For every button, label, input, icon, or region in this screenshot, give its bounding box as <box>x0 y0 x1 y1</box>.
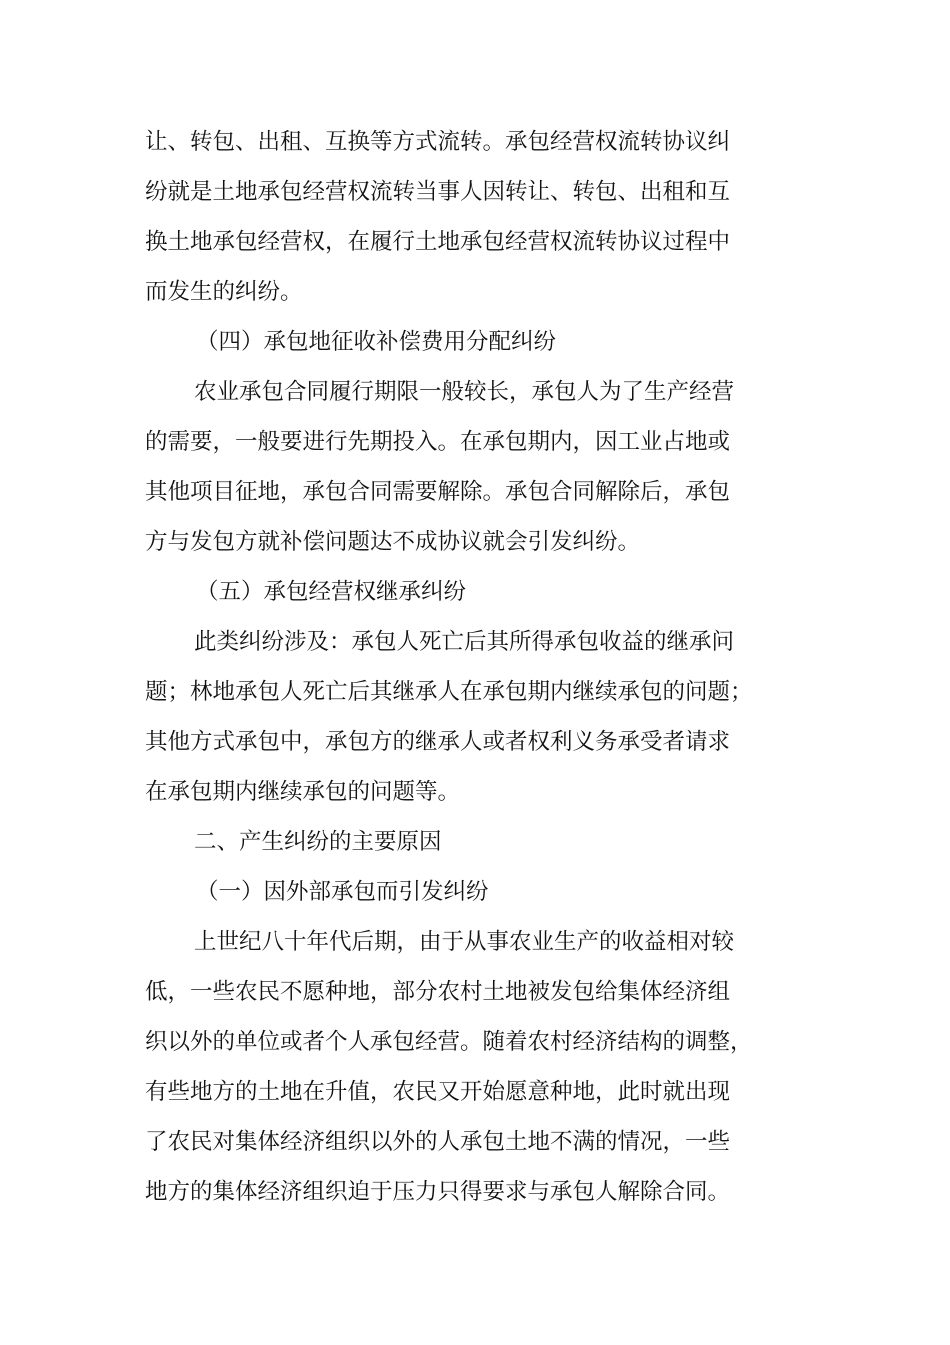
text-line: 有些地方的土地在升值，农民又开始愿意种地，此时就出现 <box>145 1079 731 1105</box>
section-heading: 二、产生纠纷的主要原因 <box>194 829 442 855</box>
text-line: 方与发包方就补偿问题达不成协议就会引发纠纷。 <box>145 529 641 555</box>
text-line: 地方的集体经济组织迫于压力只得要求与承包人解除合同。 <box>145 1179 731 1205</box>
text-line: 让、转包、出租、互换等方式流转。承包经营权流转协议纠 <box>145 129 731 155</box>
section-heading: （五）承包经营权继承纠纷 <box>196 579 467 605</box>
text-line: 而发生的纠纷。 <box>145 279 303 305</box>
text-line: 题；林地承包人死亡后其继承人在承包期内继续承包的问题； <box>145 679 753 705</box>
text-line: 在承包期内继续承包的问题等。 <box>145 779 461 805</box>
text-line: 织以外的单位或者个人承包经营。随着农村经济结构的调整， <box>145 1029 753 1055</box>
text-line: 换土地承包经营权，在履行土地承包经营权流转协议过程中 <box>145 229 731 255</box>
text-line: 上世纪八十年代后期，由于从事农业生产的收益相对较 <box>194 929 735 955</box>
text-line: 了农民对集体经济组织以外的人承包土地不满的情况，一些 <box>145 1129 731 1155</box>
text-line: 农业承包合同履行期限一般较长，承包人为了生产经营 <box>194 379 735 405</box>
text-line: 其他项目征地，承包合同需要解除。承包合同解除后，承包 <box>145 479 731 505</box>
text-line: 此类纠纷涉及：承包人死亡后其所得承包收益的继承问 <box>194 629 735 655</box>
section-heading: （四）承包地征收补偿费用分配纠纷 <box>196 329 557 355</box>
text-line: 纷就是土地承包经营权流转当事人因转让、转包、出租和互 <box>145 179 731 205</box>
text-line: 其他方式承包中，承包方的继承人或者权利义务承受者请求 <box>145 729 731 755</box>
text-line: 的需要，一般要进行先期投入。在承包期内，因工业占地或 <box>145 429 731 455</box>
section-heading: （一）因外部承包而引发纠纷 <box>196 879 489 905</box>
text-line: 低，一些农民不愿种地，部分农村土地被发包给集体经济组 <box>145 979 731 1005</box>
